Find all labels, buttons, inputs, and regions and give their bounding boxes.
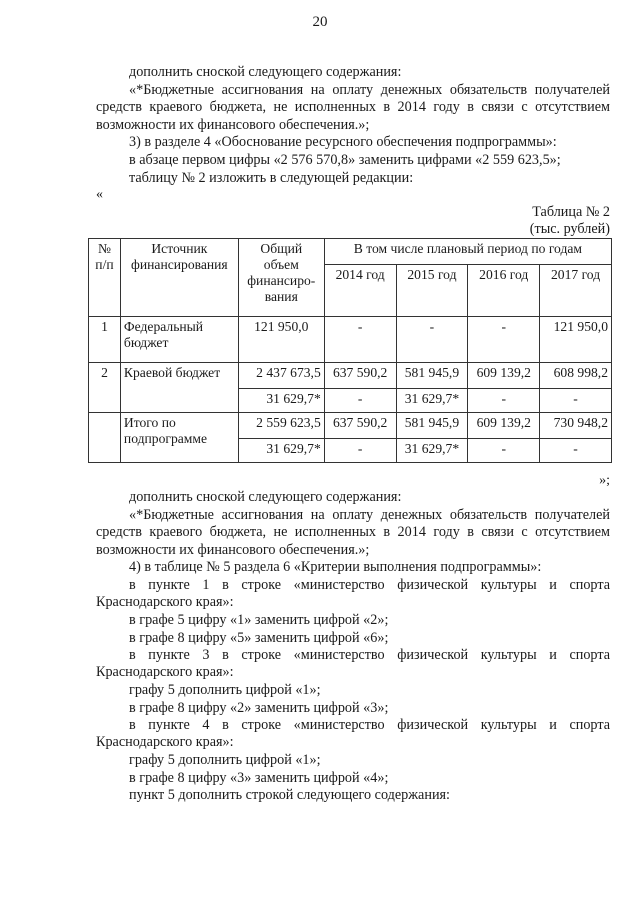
- cell-total: 2 559 623,5: [238, 413, 324, 439]
- page-number: 20: [312, 14, 328, 30]
- table-units: (тыс. рублей): [529, 221, 610, 238]
- cell-num: [89, 413, 121, 463]
- cell-num: 2: [89, 363, 121, 413]
- point-1-a: в графе 5 цифру «1» заменить цифрой «2»;: [129, 612, 389, 628]
- point-4-a: графу 5 дополнить цифрой «1»;: [129, 752, 321, 768]
- cell-total: 31 629,7*: [238, 439, 324, 463]
- cell-2017: -: [540, 389, 612, 413]
- quote-close: »;: [599, 473, 610, 488]
- point-4-b: в графе 8 цифру «3» заменить цифрой «4»;: [129, 770, 389, 786]
- header-num: № п/п: [89, 239, 121, 317]
- item-3-b: таблицу № 2 изложить в следующей редакции:: [129, 170, 414, 186]
- table-caption: [530, 204, 610, 239]
- cell-2015: 581 945,9: [396, 363, 468, 389]
- point-1: в пункте 1 в строке «министерство физической культуры и спорта Краснодарского края»:: [96, 577, 610, 611]
- header-source: Источник финансирования: [120, 239, 238, 317]
- header-year-2014: 2014 год: [324, 265, 396, 317]
- cell-total: 2 437 673,5: [238, 363, 324, 389]
- item-4: 4) в таблице № 5 раздела 6 «Критерии выполнения подпрограммы»:: [129, 559, 542, 575]
- cell-num: 1: [89, 317, 121, 363]
- header-period: В том числе плановый период по годам: [324, 239, 611, 265]
- header-year-2016: 2016 год: [468, 265, 540, 317]
- after-footnote-lead: дополнить сноской следующего содержания:: [129, 489, 402, 505]
- intro-footnote-lead: дополнить сноской следующего содержания:: [129, 64, 402, 80]
- point-3-a: графу 5 дополнить цифрой «1»;: [129, 682, 321, 698]
- cell-2017: -: [540, 439, 612, 463]
- cell-2014: 637 590,2: [324, 363, 396, 389]
- cell-2017: 608 998,2: [540, 363, 612, 389]
- item-3-a: в абзаце первом цифры «2 576 570,8» заменить цифрами «2 559 623,5»;: [129, 152, 561, 168]
- table-title: Таблица № 2: [532, 204, 610, 220]
- point-5: пункт 5 дополнить строкой следующего содержания:: [129, 787, 450, 803]
- cell-2014: 637 590,2: [324, 413, 396, 439]
- cell-2014: -: [324, 439, 396, 463]
- cell-total: 121 950,0: [238, 317, 324, 363]
- point-3-b: в графе 8 цифру «2» заменить цифрой «3»;: [129, 700, 389, 716]
- cell-2016: 609 139,2: [468, 413, 540, 439]
- point-4: в пункте 4 в строке «министерство физической культуры и спорта Краснодарского края»:: [96, 717, 610, 751]
- item-3: 3) в разделе 4 «Обоснование ресурсного обеспечения подпрограммы»:: [129, 134, 557, 150]
- header-year-2015: 2015 год: [396, 265, 468, 317]
- header-total: Общий объем финансиро-вания: [238, 239, 324, 317]
- cell-source: Краевой бюджет: [120, 363, 238, 413]
- cell-2016: -: [468, 317, 540, 363]
- cell-2014: -: [324, 317, 396, 363]
- after-footnote-text: «*Бюджетные ассигнования на оплату денежных обязательств получателей средств краевого бюджета, не исполненных в 2014 году в связи с отсутствием возможности их финансового обеспечения.»;: [96, 507, 610, 558]
- point-3: в пункте 3 в строке «министерство физической культуры и спорта Краснодарского края»:: [96, 647, 610, 681]
- budget-table: [88, 238, 612, 463]
- cell-2016: 609 139,2: [468, 363, 540, 389]
- quote-open: «: [96, 187, 103, 202]
- cell-total: 31 629,7*: [238, 389, 324, 413]
- cell-source: Федеральный бюджет: [120, 317, 238, 363]
- table-row: [89, 363, 612, 389]
- table-row: [89, 413, 612, 439]
- table-row: [89, 317, 612, 363]
- cell-2015: -: [396, 317, 468, 363]
- point-1-b: в графе 8 цифру «5» заменить цифрой «6»;: [129, 630, 389, 646]
- cell-2017: 121 950,0: [540, 317, 612, 363]
- cell-2016: -: [468, 439, 540, 463]
- cell-2015: 31 629,7*: [396, 439, 468, 463]
- cell-2015: 581 945,9: [396, 413, 468, 439]
- cell-2014: -: [324, 389, 396, 413]
- cell-2015: 31 629,7*: [396, 389, 468, 413]
- cell-source: Итого по подпрограмме: [120, 413, 238, 463]
- intro-footnote-text: «*Бюджетные ассигнования на оплату денежных обязательств получателей средств краевого бюджета, не исполненных в 2014 году в связи с отсутствием возможности их финансового обеспечения.»;: [96, 82, 610, 133]
- header-year-2017: 2017 год: [540, 265, 612, 317]
- cell-2017: 730 948,2: [540, 413, 612, 439]
- cell-2016: -: [468, 389, 540, 413]
